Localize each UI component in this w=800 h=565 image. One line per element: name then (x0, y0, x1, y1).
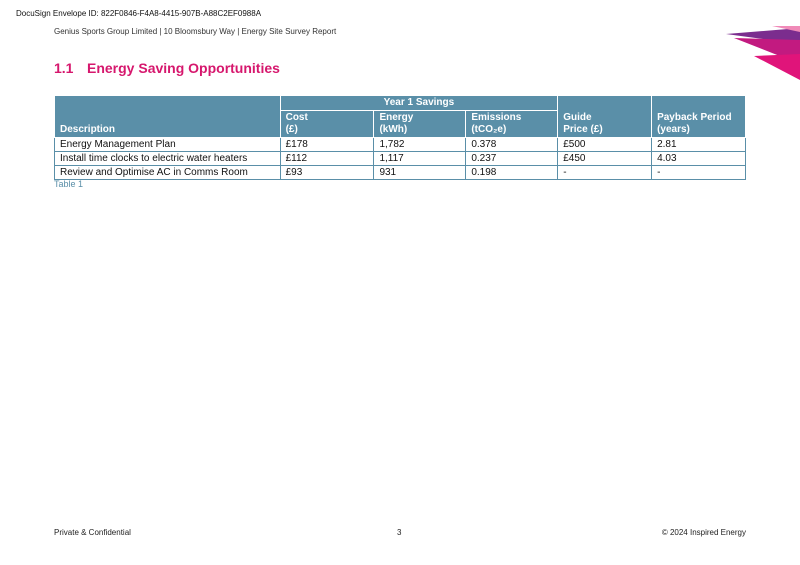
table-row (55, 152, 746, 166)
cell-payback: 2.81 (652, 138, 746, 152)
cell-cost: £112 (280, 152, 374, 166)
cell-description: Install time clocks to electric water heaters (55, 152, 281, 166)
cell-energy: 931 (374, 166, 466, 180)
cell-description: Review and Optimise AC in Comms Room (55, 166, 281, 180)
cell-energy: 1,117 (374, 152, 466, 166)
header-energy: Energy (kWh) (374, 111, 466, 138)
footer-copyright: © 2024 Inspired Energy (661, 528, 746, 537)
cell-cost: £93 (280, 166, 374, 180)
header-description: Description (55, 96, 281, 138)
footer-page-number: 3 (397, 528, 402, 537)
cell-payback: 4.03 (652, 152, 746, 166)
section-heading (54, 60, 280, 76)
energy-savings-table (54, 95, 746, 180)
header-year-1-savings: Year 1 Savings (280, 96, 558, 111)
header-emissions: Emissions (tCO₂e) (466, 111, 558, 138)
cell-guide-price: - (558, 166, 652, 180)
cell-payback: - (652, 166, 746, 180)
cell-cost: £178 (280, 138, 374, 152)
header-guide-price: Guide Price (£) (558, 96, 652, 138)
header-payback-period: Payback Period (years) (652, 96, 746, 138)
cell-emissions: 0.237 (466, 152, 558, 166)
docusign-envelope-id: DocuSign Envelope ID: 822F0846-F4A8-4415-907B-A88C2EF0988A (16, 9, 262, 18)
cell-guide-price: £450 (558, 152, 652, 166)
footer-confidential: Private & Confidential (54, 528, 131, 537)
table-row (55, 138, 746, 152)
cell-energy: 1,782 (374, 138, 466, 152)
cell-guide-price: £500 (558, 138, 652, 152)
table-row (55, 166, 746, 180)
table-caption: Table 1 (54, 179, 84, 189)
header-cost: Cost (£) (280, 111, 374, 138)
section-title: Energy Saving Opportunities (87, 60, 280, 76)
document-header: Genius Sports Group Limited | 10 Bloomsbury Way | Energy Site Survey Report (54, 27, 337, 36)
cell-emissions: 0.198 (466, 166, 558, 180)
section-number: 1.1 (54, 60, 74, 76)
inspired-energy-logo (724, 26, 800, 80)
cell-description: Energy Management Plan (55, 138, 281, 152)
cell-emissions: 0.378 (466, 138, 558, 152)
